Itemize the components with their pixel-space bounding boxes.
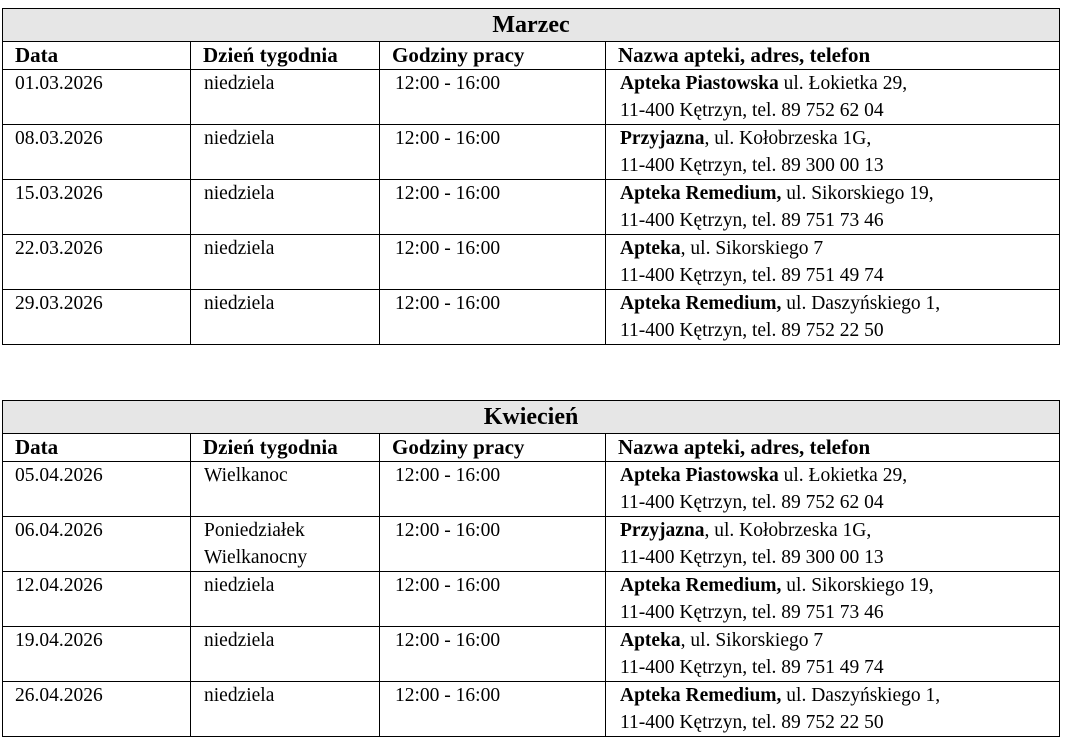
pharmacy-name: Apteka Piastowska bbox=[620, 73, 779, 94]
pharmacy-name: Apteka Remedium, bbox=[620, 685, 782, 706]
pharmacy-street: , ul. Kołobrzeska 1G, bbox=[704, 520, 872, 541]
hours-cell: 12:00 - 16:00 bbox=[380, 180, 606, 235]
pharmacy-street: ul. Sikorskiego 19, bbox=[781, 183, 934, 204]
header-pharmacy: Nazwa apteki, adres, telefon bbox=[606, 42, 1060, 70]
pharmacy-cell bbox=[606, 180, 1060, 235]
header-weekday: Dzień tygodnia bbox=[191, 434, 380, 462]
pharmacy-cell bbox=[606, 627, 1060, 682]
weekday-cell: niedziela bbox=[191, 682, 380, 737]
header-row bbox=[3, 434, 1060, 462]
pharmacy-city-phone: 11-400 Kętrzyn, tel. 89 751 49 74 bbox=[620, 265, 884, 286]
weekday-cell: niedziela bbox=[191, 235, 380, 290]
pharmacy-street: ul. Łokietka 29, bbox=[778, 73, 908, 94]
march-duty-table bbox=[2, 8, 1060, 345]
pharmacy-street: ul. Sikorskiego 19, bbox=[781, 575, 934, 596]
weekday-cell: niedziela bbox=[191, 290, 380, 345]
pharmacy-name: Apteka Piastowska bbox=[620, 465, 779, 486]
table-row bbox=[3, 235, 1060, 290]
pharmacy-cell bbox=[606, 682, 1060, 737]
pharmacy-name: Apteka bbox=[620, 238, 681, 259]
hours-cell: 12:00 - 16:00 bbox=[380, 70, 606, 125]
pharmacy-street: , ul. Kołobrzeska 1G, bbox=[704, 128, 872, 149]
weekday-cell: niedziela bbox=[191, 180, 380, 235]
table-row bbox=[3, 180, 1060, 235]
month-title: Kwiecień bbox=[3, 401, 1060, 434]
header-weekday: Dzień tygodnia bbox=[191, 42, 380, 70]
header-date: Data bbox=[3, 42, 191, 70]
table-row bbox=[3, 572, 1060, 627]
header-pharmacy: Nazwa apteki, adres, telefon bbox=[606, 434, 1060, 462]
pharmacy-street: ul. Daszyńskiego 1, bbox=[781, 685, 941, 706]
pharmacy-name: Apteka bbox=[620, 630, 681, 651]
pharmacy-cell bbox=[606, 125, 1060, 180]
weekday-cell: niedziela bbox=[191, 70, 380, 125]
date-cell: 15.03.2026 bbox=[3, 180, 191, 235]
hours-cell: 12:00 - 16:00 bbox=[380, 682, 606, 737]
pharmacy-city-phone: 11-400 Kętrzyn, tel. 89 300 00 13 bbox=[620, 155, 884, 176]
hours-cell: 12:00 - 16:00 bbox=[380, 462, 606, 517]
weekday-cell: niedziela bbox=[191, 125, 380, 180]
pharmacy-city-phone: 11-400 Kętrzyn, tel. 89 752 62 04 bbox=[620, 492, 884, 513]
pharmacy-city-phone: 11-400 Kętrzyn, tel. 89 751 73 46 bbox=[620, 210, 884, 231]
pharmacy-name: Apteka Remedium, bbox=[620, 183, 782, 204]
pharmacy-name: Przyjazna bbox=[620, 520, 705, 541]
pharmacy-cell bbox=[606, 235, 1060, 290]
weekday-cell: Wielkanoc bbox=[191, 462, 380, 517]
pharmacy-name: Apteka Remedium, bbox=[620, 293, 782, 314]
pharmacy-city-phone: 11-400 Kętrzyn, tel. 89 300 00 13 bbox=[620, 547, 884, 568]
april-duty-table bbox=[2, 400, 1060, 737]
month-title: Marzec bbox=[3, 9, 1060, 42]
pharmacy-street: , ul. Sikorskiego 7 bbox=[680, 238, 824, 259]
hours-cell: 12:00 - 16:00 bbox=[380, 290, 606, 345]
hours-cell: 12:00 - 16:00 bbox=[380, 125, 606, 180]
table-row bbox=[3, 70, 1060, 125]
pharmacy-city-phone: 11-400 Kętrzyn, tel. 89 752 62 04 bbox=[620, 100, 884, 121]
table-row bbox=[3, 517, 1060, 572]
date-cell: 05.04.2026 bbox=[3, 462, 191, 517]
date-cell: 26.04.2026 bbox=[3, 682, 191, 737]
date-cell: 22.03.2026 bbox=[3, 235, 191, 290]
table-row bbox=[3, 462, 1060, 517]
pharmacy-city-phone: 11-400 Kętrzyn, tel. 89 751 49 74 bbox=[620, 657, 884, 678]
hours-cell: 12:00 - 16:00 bbox=[380, 627, 606, 682]
pharmacy-street: ul. Daszyńskiego 1, bbox=[781, 293, 941, 314]
pharmacy-cell bbox=[606, 70, 1060, 125]
pharmacy-city-phone: 11-400 Kętrzyn, tel. 89 752 22 50 bbox=[620, 712, 884, 733]
date-cell: 08.03.2026 bbox=[3, 125, 191, 180]
table-row bbox=[3, 627, 1060, 682]
date-cell: 29.03.2026 bbox=[3, 290, 191, 345]
hours-cell: 12:00 - 16:00 bbox=[380, 235, 606, 290]
header-hours: Godziny pracy bbox=[380, 42, 606, 70]
april-rows bbox=[3, 462, 1060, 737]
pharmacy-name: Apteka Remedium, bbox=[620, 575, 782, 596]
hours-cell: 12:00 - 16:00 bbox=[380, 572, 606, 627]
pharmacy-street: , ul. Sikorskiego 7 bbox=[680, 630, 824, 651]
pharmacy-cell bbox=[606, 290, 1060, 345]
header-row bbox=[3, 42, 1060, 70]
date-cell: 12.04.2026 bbox=[3, 572, 191, 627]
hours-cell: 12:00 - 16:00 bbox=[380, 517, 606, 572]
weekday-cell: Poniedziałek Wielkanocny bbox=[191, 517, 380, 572]
pharmacy-cell bbox=[606, 517, 1060, 572]
table-row bbox=[3, 125, 1060, 180]
pharmacy-street: ul. Łokietka 29, bbox=[778, 465, 908, 486]
table-row bbox=[3, 682, 1060, 737]
pharmacy-city-phone: 11-400 Kętrzyn, tel. 89 752 22 50 bbox=[620, 320, 884, 341]
weekday-cell: niedziela bbox=[191, 572, 380, 627]
table-row bbox=[3, 290, 1060, 345]
date-cell: 01.03.2026 bbox=[3, 70, 191, 125]
pharmacy-name: Przyjazna bbox=[620, 128, 705, 149]
pharmacy-cell bbox=[606, 462, 1060, 517]
date-cell: 19.04.2026 bbox=[3, 627, 191, 682]
weekday-cell: niedziela bbox=[191, 627, 380, 682]
pharmacy-cell bbox=[606, 572, 1060, 627]
pharmacy-city-phone: 11-400 Kętrzyn, tel. 89 751 73 46 bbox=[620, 602, 884, 623]
march-rows bbox=[3, 70, 1060, 345]
header-hours: Godziny pracy bbox=[380, 434, 606, 462]
date-cell: 06.04.2026 bbox=[3, 517, 191, 572]
header-date: Data bbox=[3, 434, 191, 462]
